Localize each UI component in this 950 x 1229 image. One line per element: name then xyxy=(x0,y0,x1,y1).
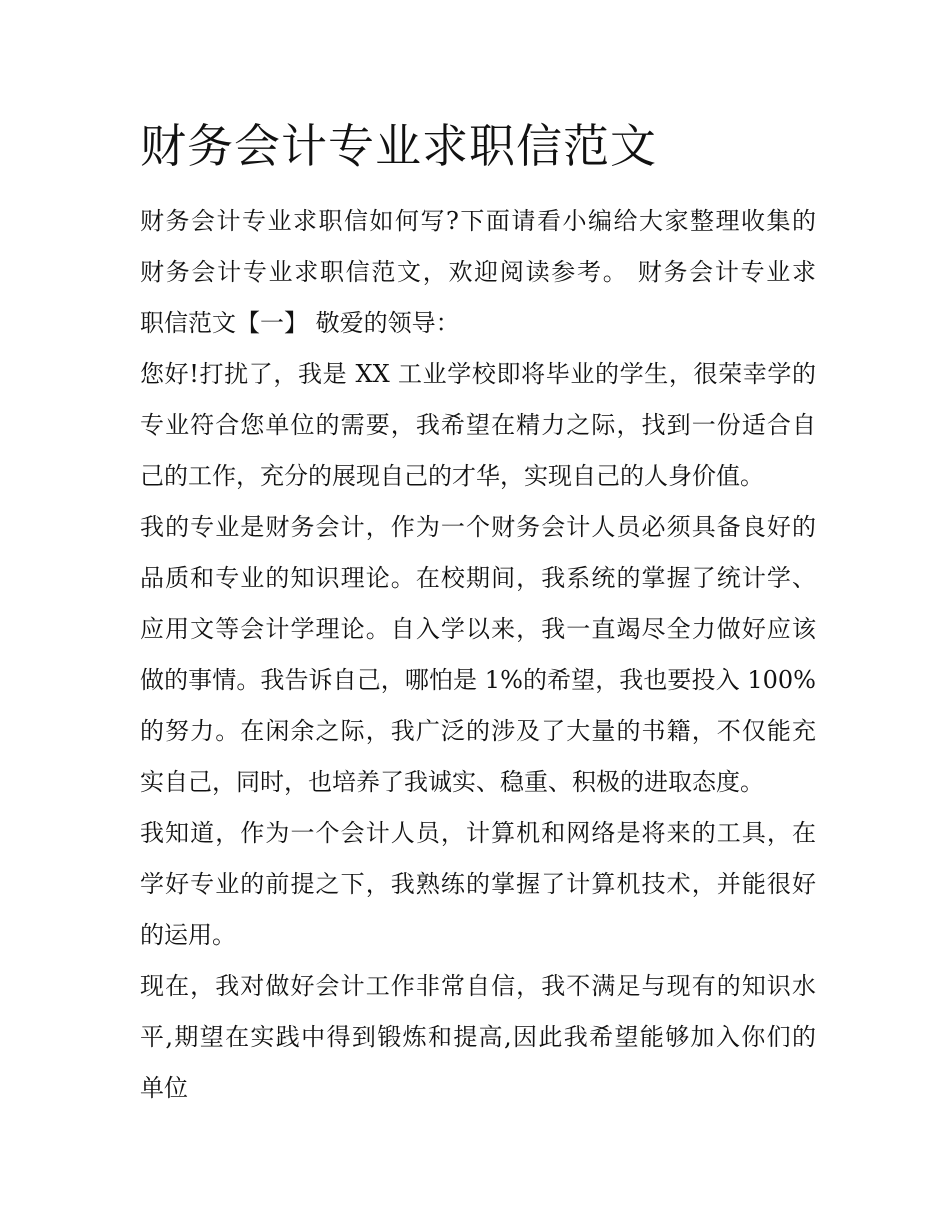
text-line: 我知道，作为一个会计人员，计算机和网络是将来的工具，在 xyxy=(140,819,816,847)
text-line: 学好专业的前提之下，我熟练的掌握了计算机技术，并能很好 xyxy=(140,870,816,898)
text-line: 现在，我对做好会计工作非常自信，我不满足与现有的知识水 xyxy=(140,972,816,1000)
text-line: 己的工作，充分的展现自己的才华，实现自己的人身价值。 xyxy=(140,462,764,490)
text-line: 财务会计专业求职信范文，欢迎阅读参考。 财务会计专业求 xyxy=(140,258,816,286)
text-line: 品质和专业的知识理论。在校期间，我系统的掌握了统计学、 xyxy=(140,564,816,592)
text-line: 的运用。 xyxy=(140,921,236,949)
paragraph-major xyxy=(140,502,816,808)
paragraph-greeting xyxy=(140,349,816,502)
paragraph-intro xyxy=(140,196,816,349)
text-line: 的努力。在闲余之际，我广泛的涉及了大量的书籍，不仅能充 xyxy=(140,717,816,745)
text-line: 专业符合您单位的需要，我希望在精力之际，找到一份适合自 xyxy=(140,411,816,439)
text-line: 我的专业是财务会计，作为一个财务会计人员必须具备良好的 xyxy=(140,513,816,541)
text-line: 应用文等会计学理论。自入学以来，我一直竭尽全力做好应该 xyxy=(140,615,816,643)
document-body xyxy=(140,196,816,1114)
text-line: 单位 xyxy=(140,1074,188,1102)
text-line: 做的事情。我告诉自己，哪怕是 1%的希望，我也要投入 100% xyxy=(140,666,816,694)
text-line: 您好!打扰了，我是 XX 工业学校即将毕业的学生，很荣幸学的 xyxy=(140,360,816,388)
document-title: 财务会计专业求职信范文 xyxy=(140,119,657,173)
text-line: 财务会计专业求职信如何写?下面请看小编给大家整理收集的 xyxy=(140,207,816,235)
text-line: 职信范文【一】 敬爱的领导： xyxy=(140,309,460,337)
text-line: 平,期望在实践中得到锻炼和提高,因此我希望能够加入你们的 xyxy=(140,1023,816,1051)
paragraph-computer-skills xyxy=(140,808,816,961)
text-line: 实自己，同时，也培养了我诚实、稳重、积极的进取态度。 xyxy=(140,768,764,796)
paragraph-confidence xyxy=(140,961,816,1114)
